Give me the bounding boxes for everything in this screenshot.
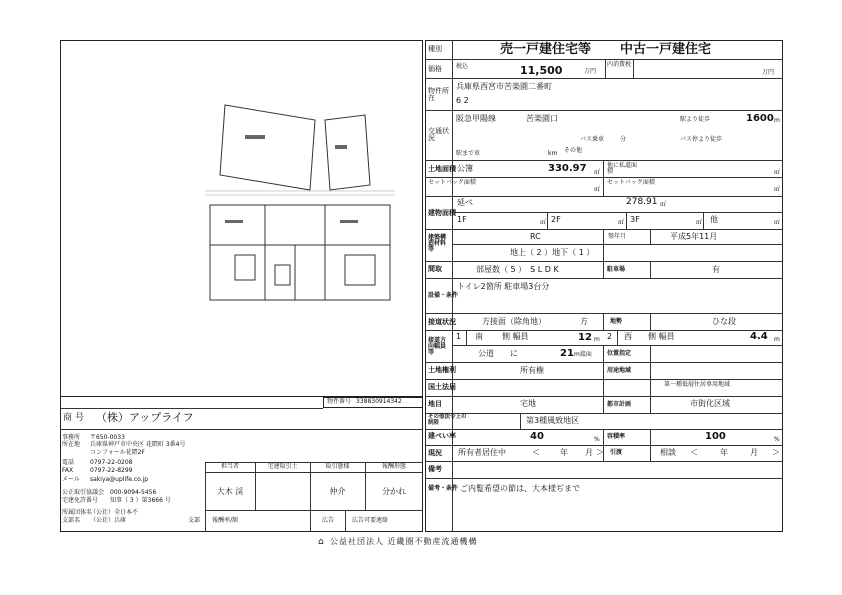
- other-restrictions-label: その他法令上の制限: [428, 414, 467, 426]
- status-lt: ＜: [532, 448, 540, 457]
- built-label: 築年月: [608, 233, 627, 240]
- fax-value: 0797-22-8299: [90, 467, 133, 474]
- price-label: 価格: [428, 65, 442, 73]
- road-1-number: 1: [456, 332, 462, 341]
- station-name: 苦楽園口: [526, 114, 558, 123]
- license-value: 知事（ 3 ）第3666 号: [110, 497, 171, 504]
- staff-fee-type: 分かれ: [382, 487, 406, 496]
- frontage-unit: m接面: [574, 351, 592, 358]
- building-coverage-value: 40: [530, 431, 544, 442]
- equipment-value: トイレ2箇所 駐車場3台分: [457, 282, 550, 291]
- terrain-value: ひな段: [712, 317, 736, 326]
- floor-2-label: 2F: [551, 215, 561, 224]
- structure-value: RC: [530, 232, 541, 241]
- floor-2-unit: ㎡: [618, 219, 625, 226]
- land-area-label: 土地面積: [428, 165, 456, 173]
- staff-header-mode: 取引態様: [325, 463, 350, 470]
- land-category-value: 宅地: [520, 399, 536, 408]
- layout-value: 部屋数（ 5 ） S L D K: [476, 265, 559, 274]
- floor-1-unit: ㎡: [540, 219, 547, 226]
- equipment-label: 設備・条件: [428, 292, 459, 299]
- status-gt: ＞: [596, 448, 604, 457]
- land-category-label: 地目: [428, 400, 442, 408]
- bus-ride-label: バス乗車: [580, 136, 605, 143]
- other-transport: その他: [564, 147, 583, 154]
- land-rights-value: 所有権: [520, 366, 544, 375]
- footer-org-name: 公益社団法人 近畿圏不動産流通機構: [330, 537, 478, 546]
- fee-rate-label: 報酬率/額: [212, 517, 239, 524]
- road-1-width: 12: [578, 332, 592, 343]
- location-label: 物件所在: [428, 87, 449, 102]
- terrain-label: 地勢: [610, 318, 623, 325]
- city-planning-label: 都市計画: [607, 401, 632, 408]
- staff-header-person: 担当者: [220, 463, 239, 470]
- km-unit: km: [548, 150, 558, 157]
- price-value: 11,500: [520, 64, 563, 77]
- consumption-tax-label: 内消費税: [607, 61, 632, 68]
- floor-other-unit: ㎡: [774, 219, 781, 226]
- train-line: 阪急甲陽線: [456, 114, 496, 123]
- address-line2: コンフォール花隈2F: [90, 449, 145, 456]
- private-road-label: 他に私道面積: [607, 162, 638, 175]
- listing-title: 売一戸建住宅等: [500, 42, 592, 57]
- mail-label: メール: [62, 476, 80, 483]
- floor-area-ratio-label: 容積率: [607, 433, 626, 440]
- city-planning-value: 市街化区域: [690, 399, 730, 408]
- ad-value: 広告可要連絡: [352, 517, 389, 524]
- land-rights-label: 土地権利: [428, 366, 456, 374]
- structure-label: 建築構造材料等: [428, 234, 447, 253]
- fair-trade-value: 000-9094-5456: [110, 489, 157, 496]
- branch-suffix: 支部: [188, 517, 201, 524]
- association-value: （公社）全日本不: [90, 509, 139, 516]
- total-floor-unit: ㎡: [660, 201, 667, 208]
- handover-gt: ＞: [772, 448, 780, 457]
- land-area-type: 公簿: [457, 164, 473, 173]
- road-2-width: 4.4: [750, 331, 768, 342]
- parking-label: 駐車場: [607, 266, 626, 273]
- building-coverage-label: 建ぺい率: [428, 432, 456, 440]
- road-2-direction: 西: [624, 332, 632, 341]
- staff-mode: 仲介: [329, 487, 346, 496]
- handover-value: 相談: [660, 448, 676, 457]
- land-area-unit: ㎡: [594, 169, 601, 176]
- branch-value: （公社）兵庫: [90, 517, 127, 524]
- handover-label: 引渡: [610, 449, 623, 456]
- association-label: 所属団体名: [62, 509, 93, 516]
- bus-stop-walk: バス停より徒歩: [680, 136, 723, 143]
- floors-value: 地上（ 2 ）地下（ 1 ）: [510, 248, 595, 257]
- walk-unit: m: [774, 117, 780, 124]
- road-2-unit: m: [774, 336, 780, 343]
- notes-label: 備考: [428, 465, 442, 473]
- station-by-car: 駅まで車: [456, 150, 481, 157]
- address-line1: 兵庫県神戸市中央区 花隈町 3番4号: [90, 441, 186, 448]
- ad-label: 広告: [322, 517, 335, 524]
- road-value: 方接面（除角地）: [482, 317, 546, 326]
- mail-value: sakiya@uplife.co.jp: [90, 476, 149, 483]
- notes-conditions-label: 備考・条件: [428, 485, 459, 492]
- land-law-label: 国土法届: [428, 383, 456, 391]
- handover-year: 年: [720, 448, 728, 457]
- kind-label: 種別: [428, 45, 442, 53]
- tel-value: 0797-22-0208: [90, 459, 133, 466]
- other-restrictions-value: 第3種風致地区: [526, 416, 580, 425]
- floor-other-label: 他: [710, 215, 718, 224]
- postal-code: 〒650-0033: [90, 434, 125, 441]
- road-2-width-label: 側 幅員: [648, 332, 675, 341]
- license-label: 宅建免許番号: [62, 497, 99, 504]
- floor-area-ratio-value: 100: [705, 431, 726, 442]
- road-1-unit: m: [594, 336, 600, 343]
- listing-subtitle: 中古一戸建住宅: [620, 42, 712, 57]
- floor-1-label: 1F: [457, 215, 467, 224]
- setback-label-2: セットバック面積: [607, 179, 655, 186]
- transport-label: 交通状況: [428, 127, 449, 142]
- private-road-unit: ㎡: [774, 169, 781, 176]
- floor-3-unit: ㎡: [696, 219, 703, 226]
- land-area-value: 330.97: [548, 163, 587, 174]
- footer-logo-icon: ⌂: [318, 537, 324, 547]
- setback-label: セットバック面積: [428, 179, 476, 186]
- status-value: 所有者居住中: [458, 448, 506, 457]
- handover-month: 月: [750, 448, 758, 457]
- status-year: 年: [560, 448, 568, 457]
- property-number-label: 物件番号: [327, 398, 352, 405]
- floor-area-ratio-unit: %: [774, 436, 780, 443]
- building-coverage-unit: %: [594, 436, 600, 443]
- zoning-value: 第一種低層住居専用地域: [664, 381, 731, 388]
- setback-unit: ㎡: [594, 186, 601, 193]
- staff-person: 大木 渓: [216, 487, 244, 496]
- fax-label: FAX: [62, 467, 74, 474]
- frontage-value: 21: [560, 348, 574, 359]
- road-direction-label: 接道方向幅員等: [428, 337, 447, 356]
- staff-header-fee: 報酬形態: [381, 463, 406, 470]
- zoning-label: 用途地域: [607, 367, 632, 374]
- public-road: 公道: [478, 349, 494, 358]
- total-floor-value: 278.91: [626, 197, 658, 207]
- address-1: 兵庫県西宮市苦楽園二番町: [456, 82, 552, 91]
- built-value: 平成5年11月: [670, 232, 718, 241]
- company-name: （株）アップライフ: [96, 411, 194, 424]
- consumption-tax-unit: 万円: [762, 69, 775, 76]
- address-2: 6 2: [456, 96, 469, 105]
- floor-3-label: 3F: [630, 215, 640, 224]
- road-1-direction: 南: [475, 332, 483, 341]
- parking-value: 有: [712, 265, 720, 274]
- position-designation-label: 位置指定: [607, 350, 632, 357]
- building-area-label: 建物面積: [428, 209, 456, 217]
- road-unit: 方: [580, 317, 588, 326]
- notes-value: ご内覧希望の節は、大本様ぢまで: [460, 484, 580, 493]
- tax-label: 税込: [456, 63, 469, 70]
- fair-trade-label: 公正取引協議会: [62, 489, 105, 496]
- walk-value: 1600: [746, 113, 774, 124]
- staff-header-license: 宅建取引士: [267, 463, 298, 470]
- road-2-number: 2: [607, 332, 613, 341]
- office-label: 事務所: [62, 434, 81, 441]
- layout-label: 間取: [428, 265, 442, 273]
- status-label: 現況: [428, 449, 442, 457]
- tel-label: 電話: [62, 459, 75, 466]
- road-ni: に: [510, 349, 518, 358]
- bus-minutes: 分: [620, 136, 627, 143]
- property-number-value: 338830914342: [356, 398, 402, 405]
- walk-label: 駅より徒歩: [680, 116, 711, 123]
- setback-unit-2: ㎡: [774, 186, 781, 193]
- handover-lt: ＜: [690, 448, 698, 457]
- road-label: 接道状況: [428, 318, 456, 326]
- status-month: 月: [585, 448, 593, 457]
- branch-label: 支部名: [62, 517, 81, 524]
- company-label: 商号: [63, 413, 88, 423]
- price-unit: 万円: [584, 68, 597, 75]
- floor-plan-image: [205, 95, 405, 325]
- address-label: 所在地: [62, 441, 81, 448]
- road-1-width-label: 側 幅員: [502, 332, 529, 341]
- total-floor-label: 延べ: [457, 198, 473, 207]
